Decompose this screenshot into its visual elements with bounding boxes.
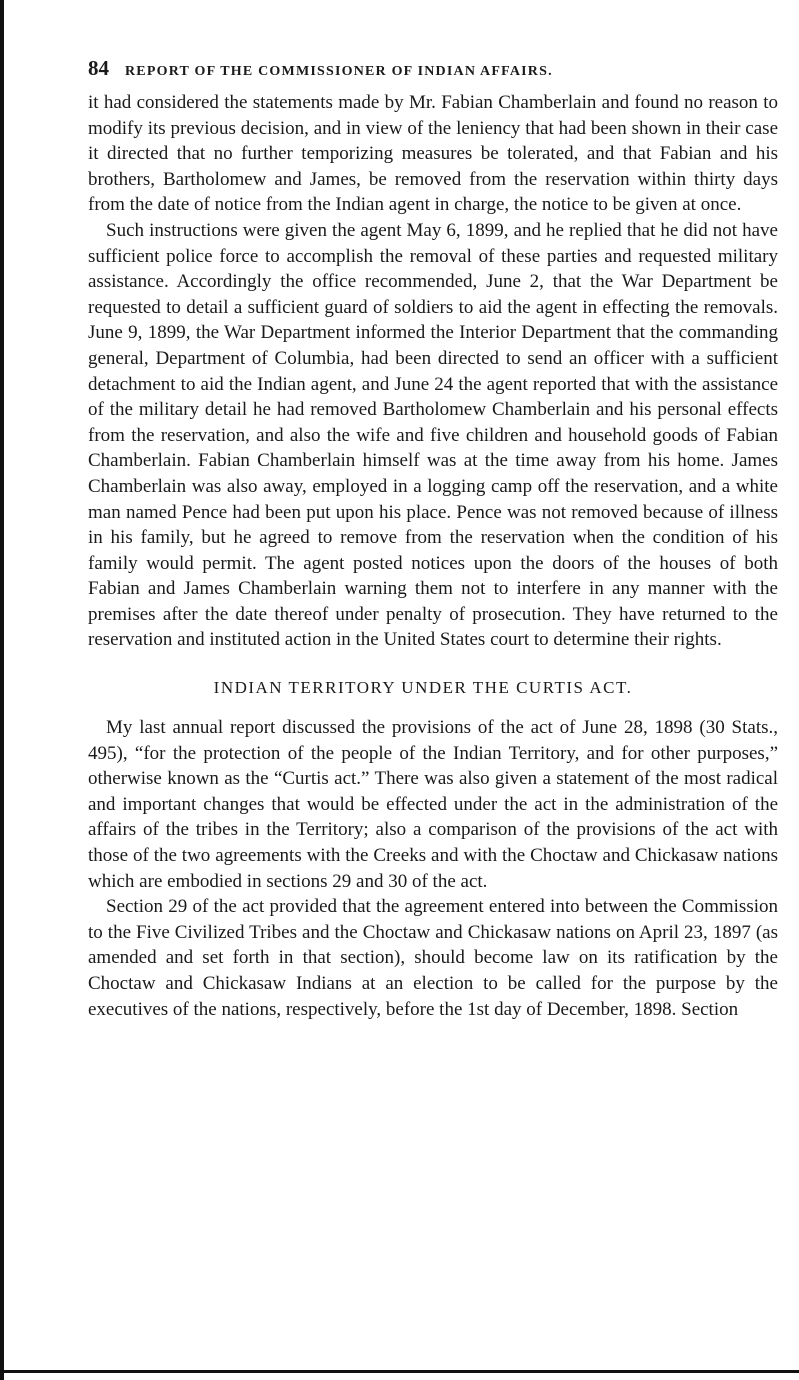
page-number: 84 [88, 56, 109, 80]
page-bottom-rule [4, 1370, 799, 1373]
document-page [88, 56, 778, 1022]
page-left-border [0, 0, 4, 1380]
paragraph-removal-instructions: Such instructions were given the agent May 6, 1899, and he replied that he did not have sufficient police force to accomplish the removal of these parties and requested military assistance. Accordingly the office recommended, June 2, that the War Department be requested to detail a sufficient guard of soldiers to aid the agent in effecting the removals. June 9, 1899, the War Department informed the Interior Department that the commanding general, Department of Columbia, had been directed to send an officer with a sufficient detachment to aid the Indian agent, and June 24 the agent reported that with the assistance of the military detail he had removed Bartholomew Chamberlain and his personal effects from the reservation, and also the wife and five children and household goods of Fabian Chamberlain. Fabian Chamberlain himself was at the time away from his home. James Chamberlain was also away, employed in a logging camp off the reservation, and a white man named Pence had been put upon his place. Pence was not removed because of illness in his family, but he agreed to remove from the reservation when the condition of his family would permit. The agent posted notices upon the doors of the houses of both Fabian and James Chamberlain warning them not to interfere in any manner with the premises after the date thereof under penalty of prosecution. They have returned to the reservation and instituted action in the United States court to determine their rights. [88, 219, 778, 651]
running-head: REPORT OF THE COMMISSIONER OF INDIAN AFFAIRS. [125, 64, 553, 79]
page-header [88, 56, 778, 90]
paragraph-section-29: Section 29 of the act provided that the agreement entered into between the Commission to the Five Civilized Tribes and the Choctaw and Chickasaw nations on April 23, 1897 (as amended and set forth in that section), should become law on its ratification by the Choctaw and Chickasaw Indians at an election to be called for the purpose by the executives of the nations, respectively, before the 1st day of December, 1898. Section [88, 896, 778, 1020]
paragraph-curtis-act: My last annual report discussed the provisions of the act of June 28, 1898 (30 Stats., 495), “for the protection of the people of the Indian Territory, and for other purposes,” otherwise known as the “Curtis act.” There was also given a statement of the most radical and important changes that would be effected under the act in the administration of the affairs of the tribes in the Territory; also a comparison of the provisions of the act with those of the two agreements with the Creeks and with the Choctaw and Chickasaw nations which are embodied in sections 29 and 30 of the act. [88, 717, 778, 892]
section-heading: INDIAN TERRITORY UNDER THE CURTIS ACT. [213, 678, 633, 698]
paragraph-continuation: it had considered the statements made by Mr. Fabian Chamberlain and found no reason to modify its previous decision, and in view of the leniency that had been shown in their case it directed that no further temporizing measures be tolerated, and that Fabian and his brothers, Bartholomew and James, be removed from the reservation within thirty days from the date of notice from the Indian agent in charge, the notice to be given at once. [88, 92, 778, 216]
